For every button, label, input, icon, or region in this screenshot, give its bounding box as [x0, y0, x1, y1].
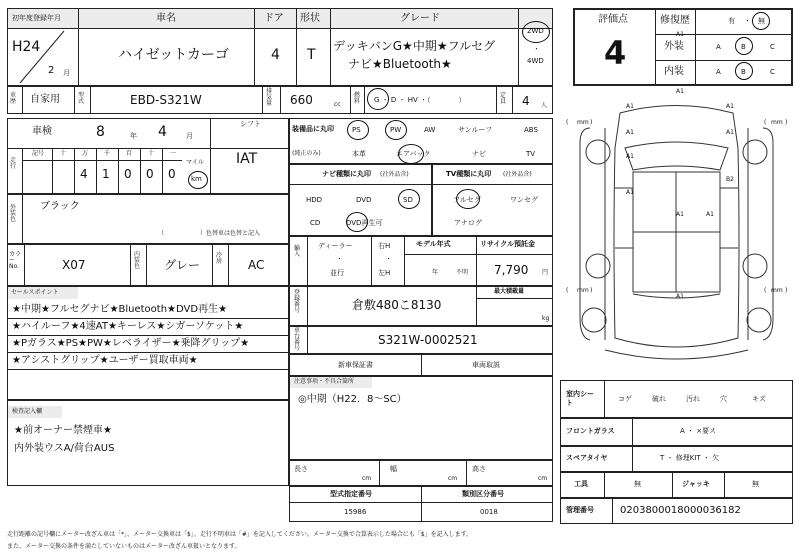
divider — [262, 86, 263, 114]
first-reg-label: 初年度登録年月 — [12, 14, 61, 22]
inspector-label: 検査記入欄 — [12, 408, 43, 415]
jack-value: 無 — [752, 480, 759, 488]
sheet-item: キズ — [752, 395, 766, 403]
digit-value: 4 — [80, 167, 88, 181]
divider — [632, 446, 633, 472]
interior-label: 内装 — [664, 66, 684, 77]
divider — [364, 86, 365, 114]
import-label: 輸入 — [294, 245, 301, 258]
interior-color: グレー — [164, 258, 201, 272]
manual: 車両取説 — [472, 361, 500, 369]
digit-header: 百 — [126, 150, 133, 157]
windshield-value: A ・ ×要ス — [680, 427, 717, 435]
sheet-item: 穴 — [720, 395, 727, 403]
import-parallel: 並行 — [330, 269, 344, 277]
damage-mm-ml: mm — [577, 287, 589, 294]
inspection-month-unit: 月 — [186, 132, 193, 140]
capacity-unit: 人 — [541, 102, 548, 109]
digit-divider — [118, 148, 119, 194]
inspection-label: 車検 — [32, 126, 52, 137]
divider — [404, 236, 405, 286]
chassis-label: 車台番号 — [294, 327, 301, 352]
damage-label: A1 — [676, 211, 684, 218]
divider — [476, 236, 477, 286]
divider — [421, 354, 422, 376]
displacement-label: 排気量 — [266, 88, 273, 107]
displacement-value: 660 — [290, 93, 313, 107]
divider — [404, 254, 553, 255]
equipment-item: 本革 — [352, 150, 366, 158]
interior-a: A — [716, 68, 721, 76]
tools-value: 無 — [634, 480, 641, 488]
width-cm: cm — [448, 475, 458, 482]
damage-label: A1 — [626, 189, 634, 196]
color-code-label: カラーNo. — [9, 251, 22, 270]
equipment-sub: (純正のみ) — [292, 150, 321, 157]
navi-hdd: HDD — [306, 196, 323, 204]
grade-label: グレード — [400, 13, 440, 24]
drive-4wd: 4WD — [527, 57, 544, 65]
inspection-year-unit: 年 — [130, 132, 137, 140]
interior-sheet-label: 室内シート — [566, 390, 594, 408]
interior-color-label: 内装色 — [134, 251, 141, 270]
import-right-h: 右H — [378, 242, 391, 250]
divider — [228, 244, 229, 286]
color-value: ブラック — [40, 201, 80, 212]
recycle-yen: 円 — [542, 269, 549, 276]
divider — [307, 286, 308, 326]
digit-divider — [162, 148, 163, 194]
sheet-item: コゲ — [618, 395, 632, 403]
first-reg-month: 2 — [48, 65, 55, 76]
divider — [280, 86, 281, 114]
divider — [210, 118, 211, 194]
shape-value: T — [307, 47, 316, 63]
import-left-h: 左H — [378, 269, 391, 277]
digit-value: 0 — [124, 167, 132, 181]
footer-line1: 走行距離の記号欄にメーター改ざん車は「*」、メーター交換車は「$」、走行不明車は「#」を記入してください。メーター交換で合算表示した場合にも「$」を記入します。 — [7, 531, 473, 538]
digit-divider — [22, 160, 182, 161]
digit-header: 万 — [82, 150, 89, 157]
height-label: 高さ — [472, 465, 486, 473]
import-dot2: ・ — [385, 255, 392, 263]
divider — [130, 244, 131, 286]
height-cm: cm — [538, 475, 548, 482]
length-cm: cm — [362, 475, 372, 482]
windshield-label: フロントガラス — [566, 427, 615, 435]
divider — [7, 148, 289, 149]
damage-paren-tr: ( — [764, 119, 767, 126]
exterior-b: B — [741, 43, 746, 51]
divider — [695, 8, 696, 86]
divider — [307, 326, 308, 354]
navi-dvd: DVD — [356, 196, 372, 204]
management-label: 管理番号 — [566, 506, 594, 514]
divider — [724, 472, 725, 498]
exterior-a: A — [716, 43, 721, 51]
damage-paren-tl-r: ) — [590, 119, 593, 126]
tv-oneseg: ワンセグ — [510, 196, 538, 204]
equipment-item: PW — [390, 126, 402, 134]
divider — [371, 236, 372, 286]
cc-unit: cc — [334, 101, 341, 108]
drive-dot: ・ — [533, 45, 540, 53]
exterior-c: C — [770, 43, 775, 51]
class-no: 0018 — [480, 508, 498, 516]
damage-mm-mr: mm — [771, 287, 783, 294]
divider — [379, 460, 380, 486]
damage-label: A1 — [726, 129, 734, 136]
divider — [24, 244, 25, 286]
first-reg-month-unit: 月 — [63, 69, 70, 77]
recycle-value: 7,790 — [494, 263, 529, 277]
sales-underline — [8, 352, 288, 353]
color-code-section — [7, 244, 289, 286]
divider — [90, 86, 91, 114]
shift-label: シフト — [240, 120, 261, 128]
navi-label: ナビ種類に丸印 — [322, 170, 371, 178]
footer-line2: また、メーター交換の条件を満たしていないものはメーター改ざん車扱いとなります。 — [7, 543, 241, 550]
tools-label: 工具 — [574, 480, 588, 488]
car-name: ハイゼットカーゴ — [118, 47, 229, 63]
color-change-note: （ ）色替車は色替と記入 — [158, 230, 261, 237]
repair-dot: ・ — [744, 17, 751, 25]
damage-label: A1 — [726, 103, 734, 110]
capacity-label: 定員 — [500, 92, 507, 105]
repair-label: 修復歴 — [660, 15, 690, 26]
model-year-unit: 年 — [432, 269, 439, 276]
divider — [350, 86, 351, 114]
divider — [330, 8, 331, 86]
recycle-label: リサイクル預託金 — [480, 240, 536, 248]
management-value: 0203800018000036182 — [620, 505, 741, 516]
digit-divider — [140, 148, 141, 194]
divider — [612, 498, 613, 524]
damage-label: B2 — [726, 176, 734, 183]
notes-label: 注意事項・不具合箇所 — [294, 378, 355, 385]
model-label: 型式 — [78, 92, 85, 105]
kg-unit: kg — [542, 315, 550, 322]
digit-header: 千 — [104, 150, 111, 157]
sales-points-label: セールスポイント — [11, 289, 59, 296]
sales-point-line: ★アシストグリップ★ユーザー買取車両★ — [12, 355, 198, 366]
import-dealer: ディーラー — [318, 242, 353, 250]
divider — [604, 472, 605, 498]
divider — [289, 502, 553, 503]
tv-sub: (社外品含) — [503, 171, 532, 178]
digit-divider — [52, 148, 53, 194]
divider — [518, 8, 519, 86]
capacity-value: 4 — [522, 94, 530, 108]
jack-label: ジャッキ — [682, 480, 710, 488]
score-value: 4 — [604, 34, 627, 72]
inspector-line2: 内外装ウスA/荷台AUS — [14, 443, 115, 454]
divider — [254, 8, 255, 86]
digit-divider — [74, 148, 75, 194]
repair-no: 無 — [758, 17, 765, 25]
sales-underline — [8, 335, 288, 336]
color-code: X07 — [62, 258, 86, 272]
sales-underline — [8, 369, 288, 370]
notes-value: ◎中期（H22．8〜SC） — [298, 394, 407, 405]
divider — [289, 184, 553, 185]
damage-label: A1 — [626, 153, 634, 160]
divider — [476, 298, 553, 299]
type-no: 15986 — [344, 508, 367, 516]
width-label: 幅 — [390, 465, 397, 473]
airbag-circle — [398, 144, 424, 164]
navi-cd: CD — [310, 219, 321, 227]
ac-value: AC — [248, 258, 265, 272]
spare-tire-label: スペアタイヤ — [566, 454, 608, 462]
equipment-item: ナビ — [472, 150, 486, 158]
notes-section — [289, 376, 553, 460]
damage-label: A1 — [706, 211, 714, 218]
damage-label: A1 — [626, 103, 634, 110]
shape-label: 形状 — [300, 13, 320, 24]
equipment-item: エアバック — [396, 150, 431, 158]
divider — [146, 244, 147, 286]
divider — [22, 148, 23, 194]
pw-circle — [385, 120, 407, 140]
exterior-label: 外装 — [664, 41, 684, 52]
sales-point-line: ★中期★フルセグナビ★Bluetooth★DVD再生★ — [12, 304, 228, 315]
sheet-item: 汚れ — [686, 395, 700, 403]
digit-header: 十 — [148, 150, 155, 157]
divider — [307, 236, 308, 286]
divider — [655, 8, 656, 86]
registration-value: 倉敷480こ8130 — [352, 298, 442, 312]
mileage-sym: 記号 — [32, 150, 45, 157]
door-value: 4 — [271, 47, 280, 63]
model-year-label: モデル年式 — [416, 240, 451, 248]
ps-circle — [347, 120, 369, 140]
damage-label: A1 — [676, 293, 684, 300]
navi-sub: (社外品含) — [380, 171, 409, 178]
divider — [512, 86, 513, 114]
color-label: 外装色 — [10, 204, 17, 223]
divider — [212, 244, 213, 286]
interior-c: C — [770, 68, 775, 76]
fuel-label: 燃料 — [354, 92, 361, 105]
equipment-item: TV — [526, 150, 536, 158]
class-label: 類別区分番号 — [462, 490, 504, 498]
divider — [655, 60, 793, 61]
first-reg-era: H24 — [12, 39, 41, 55]
fuel-value: G ・ D ・ HV ・（ ） — [374, 96, 466, 104]
divider — [74, 86, 75, 114]
damage-paren-mr-r: ) — [785, 287, 788, 294]
drive-2wd: 2WD — [527, 27, 544, 35]
interior-b: B — [741, 68, 746, 76]
damage-paren-mr: ( — [764, 287, 767, 294]
sales-underline — [8, 318, 288, 319]
new-warranty: 新車保証書 — [338, 361, 373, 369]
navi-sd: SD — [403, 196, 413, 204]
divider — [476, 286, 477, 326]
spare-tire-value: T ・ 修理KIT ・ 欠 — [660, 454, 720, 462]
model-value: EBD-S321W — [130, 93, 202, 107]
body-type: 自家用 — [30, 94, 60, 105]
sales-point-line: ★Pガラス★PS★PW★レベライザー★乗降グリップ★ — [12, 338, 250, 349]
sales-point-line: ★ハイルーフ★4速AT★キーレス★シガーソケット★ — [12, 321, 244, 332]
car-damage-diagram — [560, 88, 793, 378]
damage-paren-ml-r: ) — [590, 287, 593, 294]
km-label: km — [191, 175, 202, 183]
digit-header: 十 — [60, 150, 67, 157]
shift-value: IAT — [236, 151, 258, 167]
type-label: 型式指定番号 — [330, 490, 372, 498]
divider — [466, 460, 467, 486]
ac-label: 冷房 — [216, 252, 223, 265]
damage-paren-tl: ( — [566, 119, 569, 126]
equipment-label: 装備品に丸印 — [292, 125, 334, 133]
door-label: ドア — [264, 13, 284, 24]
damage-mm-tr: mm — [771, 119, 783, 126]
divider — [604, 380, 605, 418]
tv-analog: アナログ — [454, 219, 482, 227]
sheet-item: 破れ — [652, 395, 666, 403]
equipment-item: サンルーフ — [458, 126, 493, 134]
divider — [672, 472, 673, 498]
digit-header: 一 — [170, 150, 177, 157]
tv-label: TV種類に丸印 — [446, 170, 492, 178]
damage-label: A1 — [676, 31, 684, 38]
damage-paren-ml: ( — [566, 287, 569, 294]
inspection-month: 4 — [158, 124, 167, 140]
fuel-g-circle — [367, 88, 389, 110]
registration-label: 登録番号 — [294, 289, 301, 314]
max-load-label: 最大積載量 — [494, 288, 525, 295]
import-dot: ・ — [336, 255, 343, 263]
grade-line2: ナビ★Bluetooth★ — [348, 57, 452, 71]
divider — [296, 8, 297, 86]
chassis-value: S321W-0002521 — [378, 333, 478, 347]
divider — [421, 486, 422, 522]
model-year-unknown: 不明 — [456, 269, 469, 276]
body-type-label: 車歴 — [10, 92, 17, 105]
equipment-item: PS — [352, 126, 361, 134]
digit-divider — [96, 148, 97, 194]
navi-dvd-play: DVD再生可 — [346, 219, 383, 227]
length-label: 長さ — [294, 465, 308, 473]
damage-label: A1 — [676, 88, 684, 95]
divider — [22, 86, 23, 114]
grade-line1: デッキバンG★中期★フルセグ — [333, 39, 496, 53]
digit-value: 0 — [146, 167, 154, 181]
damage-paren-tr-r: ) — [785, 119, 788, 126]
damage-mm-tl: mm — [577, 119, 589, 126]
repair-yes: 有 — [728, 17, 735, 25]
dimensions-section — [289, 460, 553, 486]
digit-value: 0 — [168, 167, 176, 181]
equipment-item: AW — [424, 126, 436, 134]
inspection-year: 8 — [96, 124, 105, 140]
score-label: 評価点 — [598, 14, 628, 25]
divider — [78, 8, 79, 86]
inspector-line1: ★前オーナー禁煙車★ — [14, 425, 112, 436]
tv-fullseg: フルセグ — [453, 196, 481, 204]
divider — [22, 194, 23, 244]
equipment-item: ABS — [524, 126, 538, 134]
mile-label: マイル — [186, 159, 204, 166]
mileage-label: 走行 — [10, 157, 17, 170]
digit-value: 1 — [102, 167, 110, 181]
damage-label: A1 — [626, 129, 634, 136]
car-name-label: 車名 — [156, 13, 176, 24]
divider — [632, 418, 633, 446]
divider — [496, 86, 497, 114]
